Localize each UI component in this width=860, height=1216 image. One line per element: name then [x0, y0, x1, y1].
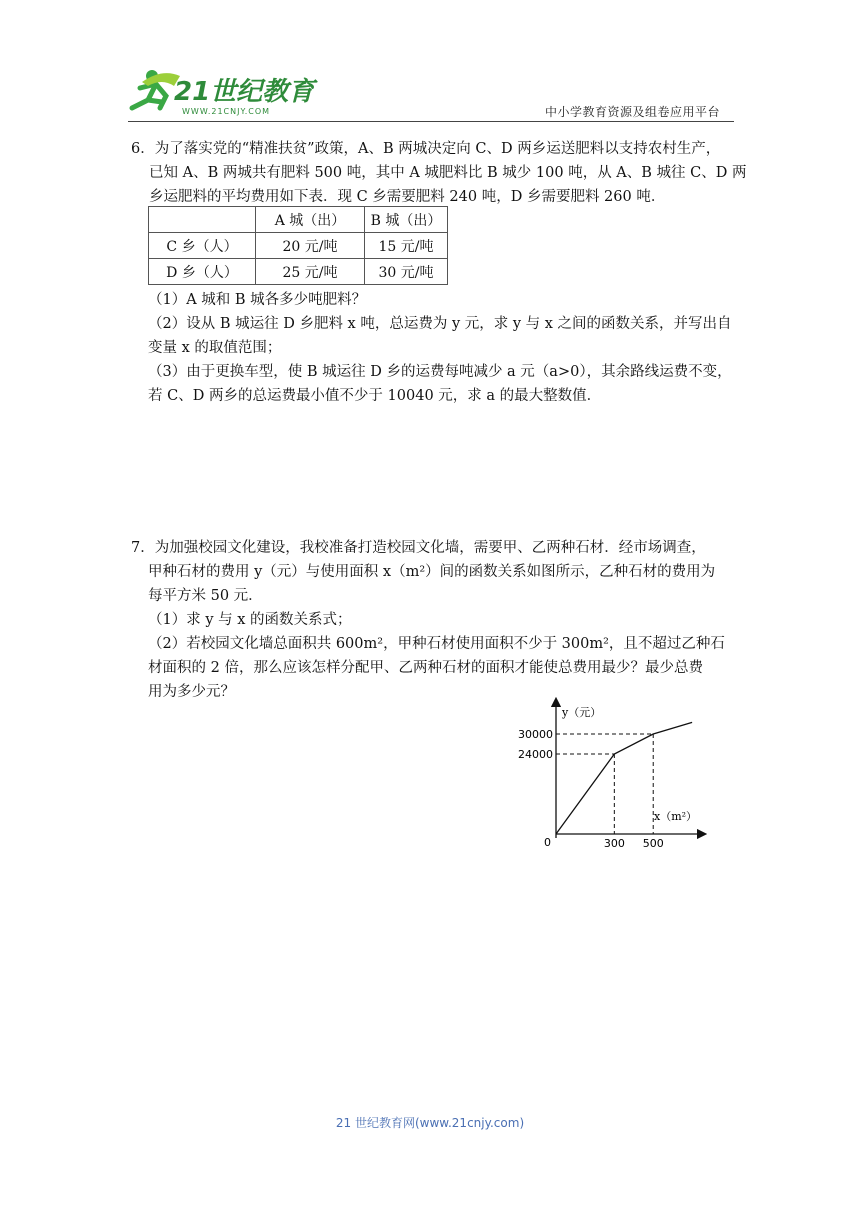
q7-sub2-line1: （2）若校园文化墙总面积共 600m²，甲种石材使用面积不少于 300m²，且不超过乙种石 — [148, 636, 725, 652]
q7-number: 7． — [131, 540, 155, 556]
logo-url: WWW.21CNJY.COM — [182, 107, 271, 116]
table-row — [149, 259, 448, 285]
table-cell: 15 元/吨 — [365, 233, 448, 259]
fee-table — [148, 206, 448, 285]
header-divider — [128, 121, 734, 122]
site-logo — [122, 62, 315, 122]
table-cell: 25 元/吨 — [256, 259, 365, 285]
table-cell: 30 元/吨 — [365, 259, 448, 285]
table-cell: 20 元/吨 — [256, 233, 365, 259]
x-tick-label: 500 — [642, 837, 664, 850]
q7-sub2-line2: 材面积的 2 倍，那么应该怎样分配甲、乙两种石材的面积才能使总费用最少？最少总费 — [148, 660, 703, 676]
table-cell: C 乡（人） — [149, 233, 256, 259]
table-header-cell: A 城（出） — [256, 207, 365, 233]
q7-line3: 每平方米 50 元． — [148, 588, 263, 604]
table-header-cell: B 城（出） — [365, 207, 448, 233]
cost-function-chart — [508, 696, 708, 856]
table-header-row — [149, 207, 448, 233]
q7-line2: 甲种石材的费用 y（元）与使用面积 x（m²）间的函数关系如图所示，乙种石材的费用为 — [148, 564, 716, 580]
q6-line3: 乡运肥料的平均费用如下表．现 C 乡需要肥料 240 吨，D 乡需要肥料 260 吨． — [149, 189, 666, 205]
q6-stem — [131, 137, 746, 209]
footer-text: 21 世纪教育网(www.21cnjy.com) — [335, 1116, 525, 1130]
q7-line1-text: 为加强校园文化建设，我校准备打造校园文化墙，需要甲、乙两种石材．经市场调查， — [154, 540, 706, 556]
origin-label: 0 — [544, 836, 551, 849]
table-header-cell — [149, 207, 256, 233]
q7-sub1: （1）求 y 与 x 的函数关系式； — [148, 612, 352, 628]
q7-sub2-line3: 用为多少元？ — [148, 684, 235, 700]
logo-text: 21世纪教育 — [174, 77, 315, 107]
q6-sub3-line1: （3）由于更换车型，使 B 城运往 D 乡的运费每吨减少 a 元（a>0），其余路线运费不变， — [148, 364, 732, 380]
q7-line1 — [131, 536, 706, 560]
y-axis-label: y（元） — [562, 706, 602, 719]
y-tick-label: 24000 — [518, 748, 553, 761]
page-header — [0, 0, 860, 130]
q6-line2: 已知 A、B 两城共有肥料 500 吨，其中 A 城肥料比 B 城少 100 吨，从 A、B 城往 C、D 两 — [149, 165, 747, 181]
x-tick-label: 300 — [603, 837, 625, 850]
y-tick-label: 30000 — [518, 728, 553, 741]
q6-sub1: （1）A 城和 B 城各多少吨肥料？ — [148, 292, 367, 308]
q6-sub2-line2: 变量 x 的取值范围； — [148, 340, 282, 356]
table-cell: D 乡（人） — [149, 259, 256, 285]
q6-number: 6． — [131, 141, 155, 157]
q6-line1: 为了落实党的“精准扶贫”政策，A、B 两城决定向 C、D 两乡运送肥料以支持农村生产， — [154, 141, 721, 157]
q6-sub3-line2: 若 C、D 两乡的总运费最小值不少于 10040 元，求 a 的最大整数值． — [148, 388, 602, 404]
table-row — [149, 233, 448, 259]
platform-name: 中小学教育资源及组卷应用平台 — [544, 105, 720, 119]
q6-sub2-line1: （2）设从 B 城运往 D 乡肥料 x 吨，总运费为 y 元，求 y 与 x 之间的函数关系，并写出自 — [148, 316, 732, 332]
x-axis-label: x（m²） — [654, 810, 698, 823]
